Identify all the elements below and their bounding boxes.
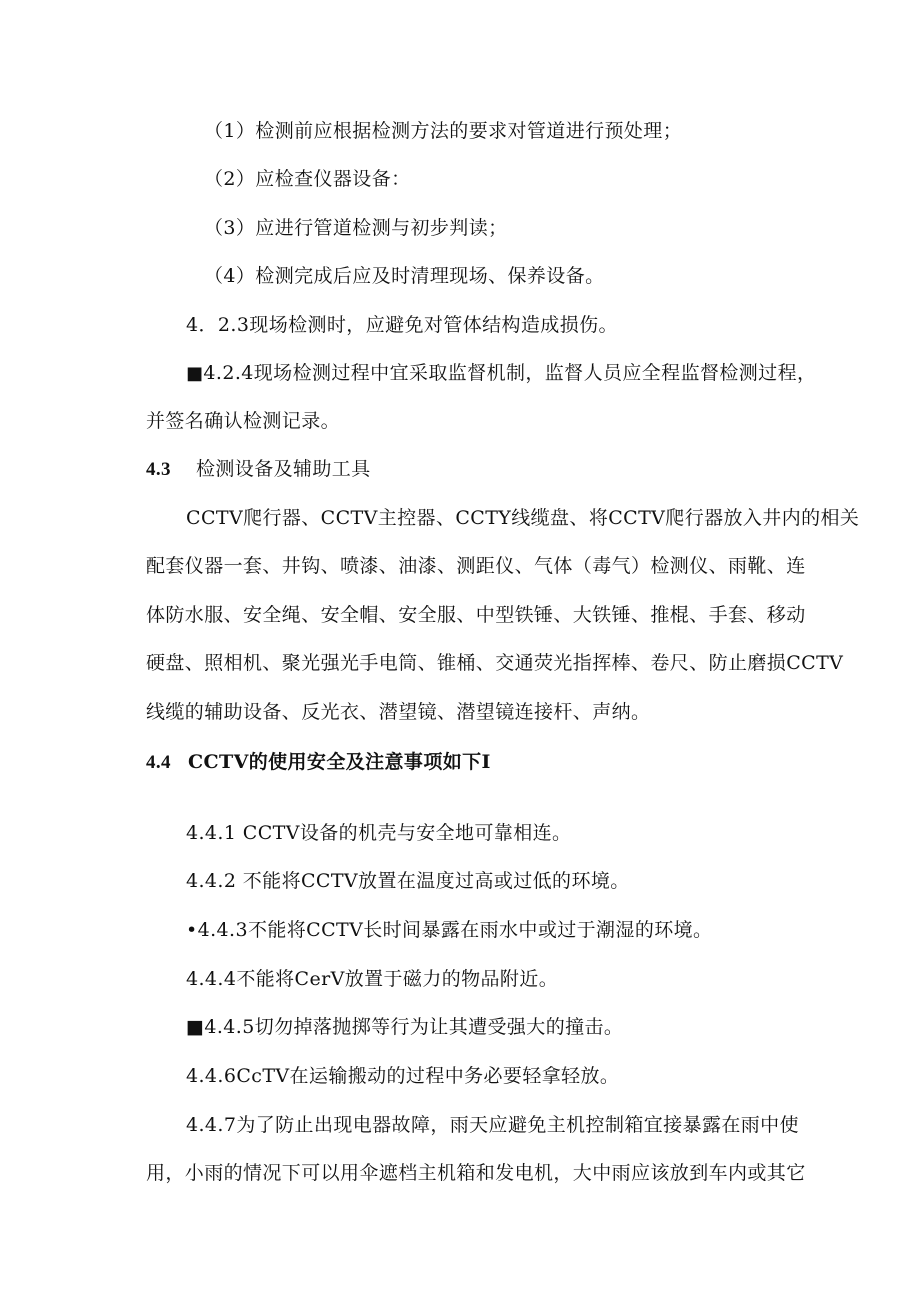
clause-4-2-4-line-2: 并签名确认检测记录。 [146, 410, 341, 432]
clause-4-2-4-line-1 [186, 361, 816, 386]
section-4-4-title: CCTV的使用安全及注意事项如下I [188, 751, 491, 773]
section-4-3-body-line-5: 线缆的辅助设备、反光衣、潜望镜、潜望镜连接杆、声纳。 [146, 701, 651, 723]
section-4-4-number: 4.4 [146, 752, 171, 773]
section-4-3-body-line-4: 硬盘、照相机、聚光强光手电筒、锥桶、交通荧光指挥棒、卷尺、防止磨损CCTV [146, 652, 844, 674]
clause-4-2-3: 4．2.3现场检测时，应避免对管体结构造成损伤。 [186, 314, 618, 336]
section-4-3-body-line-3: 体防水服、安全绳、安全帽、安全服、中型铁锤、大铁锤、推棍、手套、移动 [146, 604, 806, 626]
section-4-3-heading [146, 457, 371, 482]
item-4-4-6: 4.4.6CcTV在运输搬动的过程中务必要轻拿轻放。 [186, 1065, 620, 1087]
item-4-4-7-line-2: 用，小雨的情况下可以用伞遮档主机箱和发电机，大中雨应该放到车内或其它 [146, 1162, 806, 1184]
item-4-4-5: ■4.4.5切勿掉落抛掷等行为让其遭受强大的撞击。 [186, 1016, 624, 1038]
section-4-3-number: 4.3 [146, 459, 171, 480]
item-4-4-7-line-1: 4.4.7为了防止出现电器故障，雨天应避免主机控制箱宜接暴露在雨中使 [186, 1114, 799, 1136]
section-4-4-heading [146, 750, 491, 775]
step-3: （3）应进行管道检测与初步判读； [204, 217, 508, 239]
step-2: （2）应检查仪器设备： [204, 168, 411, 190]
step-1: （1）检测前应根据检测方法的要求对管道进行预处理； [204, 120, 683, 142]
square-bullet-icon: ■ [186, 363, 204, 384]
section-4-3-body-line-1: CCTV爬行器、CCTV主控器、CCTY线缆盘、将CCTV爬行器放入井内的相关 [186, 507, 860, 529]
section-4-3-title: 检测设备及辅助工具 [196, 458, 371, 480]
item-4-4-4: 4.4.4不能将CerV放置于磁力的物品附近。 [186, 968, 559, 990]
item-4-4-2: 4.4.2 不能将CCTV放置在温度过高或过低的环境。 [186, 870, 630, 892]
section-4-3-body-line-2: 配套仪器一套、井钩、喷漆、油漆、测距仪、气体（毒气）检测仪、雨靴、连 [146, 555, 806, 577]
step-4: （4）检测完成后应及时清理现场、保养设备。 [204, 265, 605, 287]
clause-4-2-4-text: 4.2.4现场检测过程中宜采取监督机制，监督人员应全程监督检测过程， [203, 362, 817, 384]
item-4-4-1: 4.4.1 CCTV设备的机壳与安全地可靠相连。 [186, 822, 572, 844]
item-4-4-3: •4.4.3不能将CCTV长时间暴露在雨水中或过于潮湿的环境。 [186, 919, 713, 941]
